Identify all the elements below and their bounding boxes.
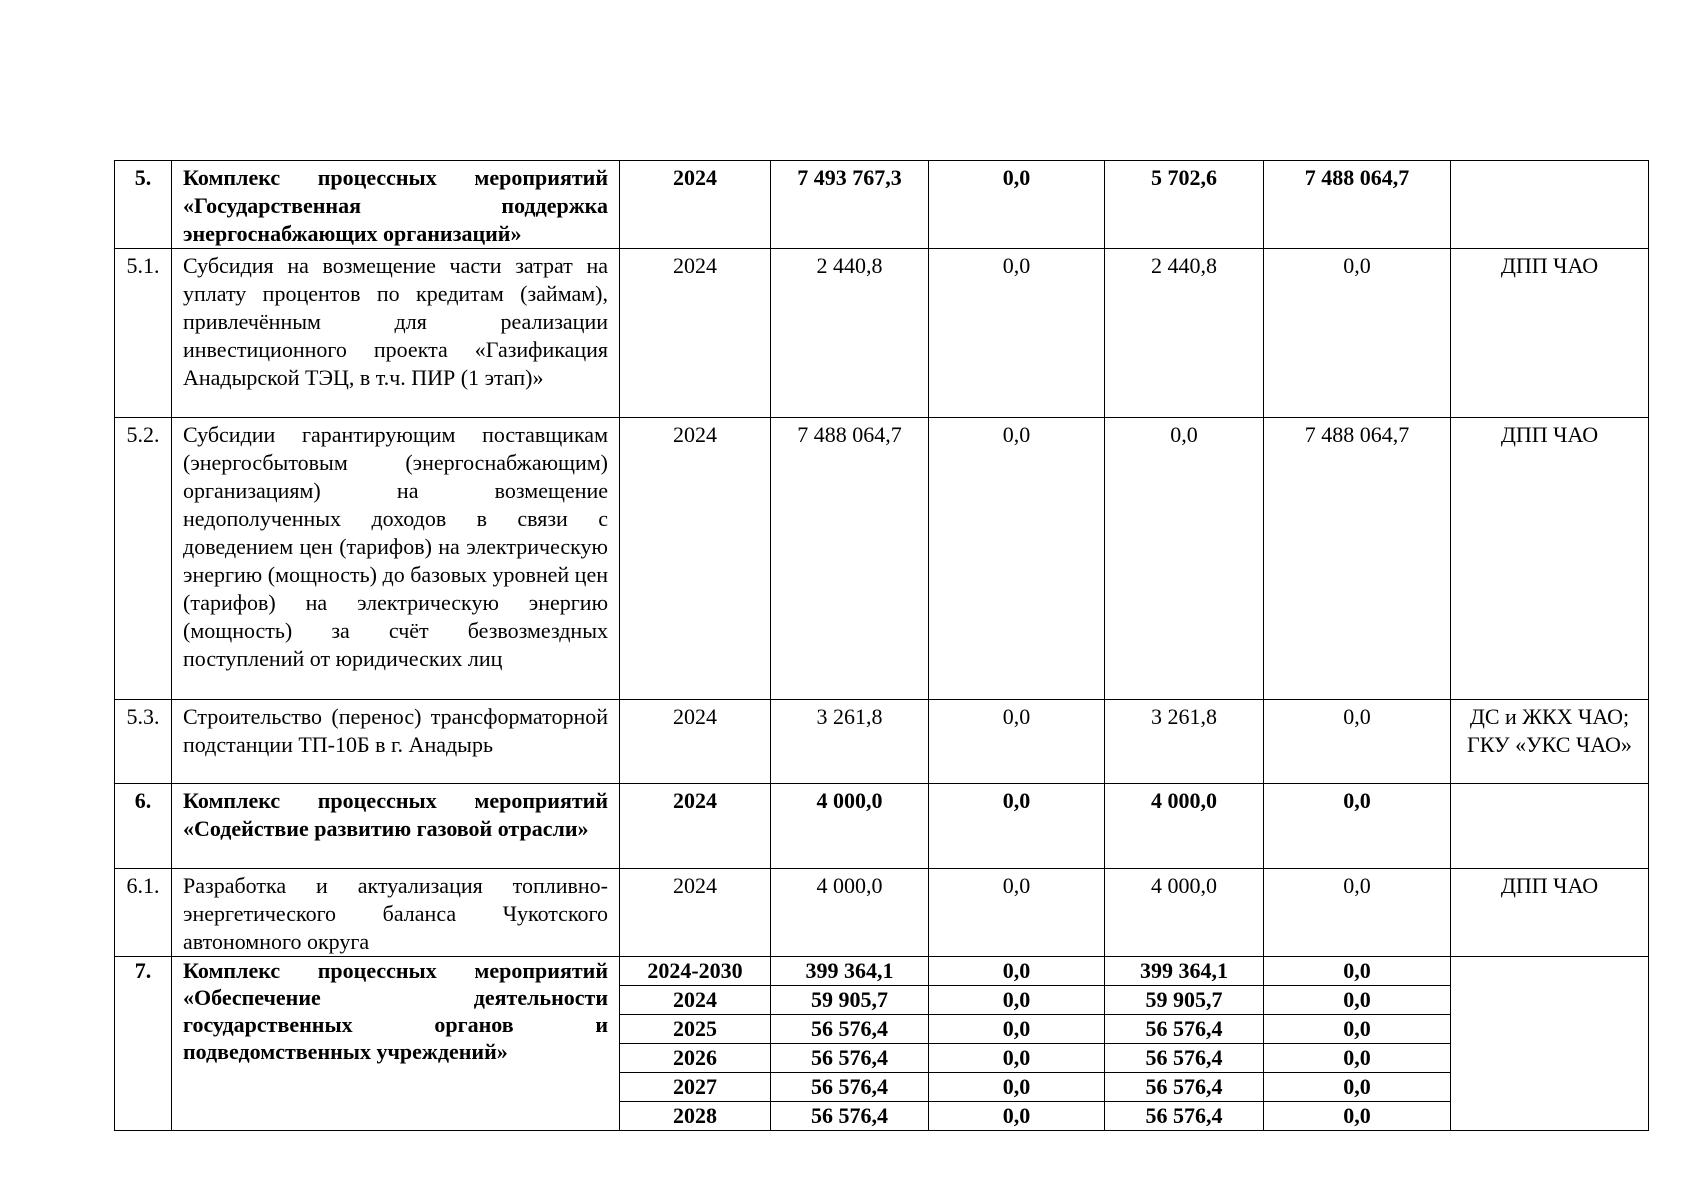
row-number: 7. xyxy=(115,957,172,1131)
federal-budget-amount: 0,0 xyxy=(929,957,1105,986)
row-number: 6. xyxy=(115,784,172,869)
executor: ДПП ЧАО xyxy=(1451,869,1649,957)
measure-name: Субсидия на возмещение части затрат на уплату процентов по кредитам (займам), привлечённым для реализации инвестиционного проекта «Газификация Анадырской ТЭЦ, в т.ч. ПИР (1 этап)» xyxy=(172,249,620,418)
federal-budget-amount: 0,0 xyxy=(929,1073,1105,1102)
federal-budget-amount: 0,0 xyxy=(929,869,1105,957)
other-sources-amount: 7 488 064,7 xyxy=(1264,418,1451,700)
federal-budget-amount: 0,0 xyxy=(929,784,1105,869)
year-cell: 2024 xyxy=(620,418,771,700)
total-amount: 2 440,8 xyxy=(771,249,929,418)
table-row xyxy=(115,784,1649,869)
measure-name: Разработка и актуализация топливно-энергетического баланса Чукотского автономного округа xyxy=(172,869,620,957)
executor xyxy=(1451,957,1649,1131)
federal-budget-amount: 0,0 xyxy=(929,986,1105,1015)
total-amount: 56 576,4 xyxy=(771,1102,929,1131)
regional-budget-amount: 2 440,8 xyxy=(1105,249,1264,418)
regional-budget-amount: 56 576,4 xyxy=(1105,1044,1264,1073)
table-row xyxy=(115,249,1649,418)
other-sources-amount: 0,0 xyxy=(1264,986,1451,1015)
federal-budget-amount: 0,0 xyxy=(929,1015,1105,1044)
executor xyxy=(1451,784,1649,869)
other-sources-amount: 0,0 xyxy=(1264,1073,1451,1102)
federal-budget-amount: 0,0 xyxy=(929,1044,1105,1073)
year-cell: 2024 xyxy=(620,869,771,957)
total-amount: 56 576,4 xyxy=(771,1044,929,1073)
executor: ДПП ЧАО xyxy=(1451,418,1649,700)
year-cell: 2024 xyxy=(620,161,771,249)
total-amount: 56 576,4 xyxy=(771,1073,929,1102)
executor xyxy=(1451,161,1649,249)
regional-budget-amount: 4 000,0 xyxy=(1105,784,1264,869)
program-funding-table xyxy=(114,160,1649,1131)
regional-budget-amount: 3 261,8 xyxy=(1105,700,1264,784)
regional-budget-amount: 56 576,4 xyxy=(1105,1102,1264,1131)
total-amount: 3 261,8 xyxy=(771,700,929,784)
other-sources-amount: 0,0 xyxy=(1264,869,1451,957)
federal-budget-amount: 0,0 xyxy=(929,700,1105,784)
total-amount: 7 488 064,7 xyxy=(771,418,929,700)
measure-name: Комплекс процессных мероприятий «Государственная поддержка энергоснабжающих организаций» xyxy=(172,161,620,249)
year-cell: 2024 xyxy=(620,700,771,784)
regional-budget-amount: 59 905,7 xyxy=(1105,986,1264,1015)
other-sources-amount: 0,0 xyxy=(1264,784,1451,869)
total-amount: 59 905,7 xyxy=(771,986,929,1015)
regional-budget-amount: 399 364,1 xyxy=(1105,957,1264,986)
federal-budget-amount: 0,0 xyxy=(929,249,1105,418)
year-cell: 2028 xyxy=(620,1102,771,1131)
measure-name: Строительство (перенос) трансформаторной подстанции ТП-10Б в г. Анадырь xyxy=(172,700,620,784)
other-sources-amount: 7 488 064,7 xyxy=(1264,161,1451,249)
executor: ДПП ЧАО xyxy=(1451,249,1649,418)
other-sources-amount: 0,0 xyxy=(1264,957,1451,986)
table-row xyxy=(115,869,1649,957)
other-sources-amount: 0,0 xyxy=(1264,700,1451,784)
other-sources-amount: 0,0 xyxy=(1264,1044,1451,1073)
federal-budget-amount: 0,0 xyxy=(929,161,1105,249)
federal-budget-amount: 0,0 xyxy=(929,418,1105,700)
other-sources-amount: 0,0 xyxy=(1264,1015,1451,1044)
year-cell: 2024 xyxy=(620,784,771,869)
other-sources-amount: 0,0 xyxy=(1264,1102,1451,1131)
row-number: 5.1. xyxy=(115,249,172,418)
regional-budget-amount: 0,0 xyxy=(1105,418,1264,700)
row-number: 5. xyxy=(115,161,172,249)
year-cell: 2027 xyxy=(620,1073,771,1102)
year-cell: 2024 xyxy=(620,986,771,1015)
year-cell: 2025 xyxy=(620,1015,771,1044)
regional-budget-amount: 56 576,4 xyxy=(1105,1073,1264,1102)
table-row xyxy=(115,161,1649,249)
total-amount: 56 576,4 xyxy=(771,1015,929,1044)
regional-budget-amount: 5 702,6 xyxy=(1105,161,1264,249)
regional-budget-amount: 56 576,4 xyxy=(1105,1015,1264,1044)
federal-budget-amount: 0,0 xyxy=(929,1102,1105,1131)
total-amount: 4 000,0 xyxy=(771,869,929,957)
row-number: 6.1. xyxy=(115,869,172,957)
total-amount: 7 493 767,3 xyxy=(771,161,929,249)
row-number: 5.2. xyxy=(115,418,172,700)
measure-name: Комплекс процессных мероприятий «Содействие развитию газовой отрасли» xyxy=(172,784,620,869)
total-amount: 399 364,1 xyxy=(771,957,929,986)
table-row xyxy=(115,957,1649,986)
total-amount: 4 000,0 xyxy=(771,784,929,869)
table-row xyxy=(115,700,1649,784)
year-cell: 2026 xyxy=(620,1044,771,1073)
regional-budget-amount: 4 000,0 xyxy=(1105,869,1264,957)
executor: ДС и ЖКХ ЧАО; ГКУ «УКС ЧАО» xyxy=(1451,700,1649,784)
other-sources-amount: 0,0 xyxy=(1264,249,1451,418)
row-number: 5.3. xyxy=(115,700,172,784)
measure-name: Комплекс процессных мероприятий «Обеспечение деятельности государственных органов и подведомственных учреждений» xyxy=(172,957,620,1131)
measure-name: Субсидии гарантирующим поставщикам (энергосбытовым (энергоснабжающим) организациям) на возмещение недополученных доходов в связи с доведением цен (тарифов) на электрическую энергию (мощность) до базовых уровней цен (тарифов) на электрическую энергию (мощность) за счёт безвозмездных поступлений от юридических лиц xyxy=(172,418,620,700)
table-row xyxy=(115,418,1649,700)
year-cell: 2024-2030 xyxy=(620,957,771,986)
year-cell: 2024 xyxy=(620,249,771,418)
